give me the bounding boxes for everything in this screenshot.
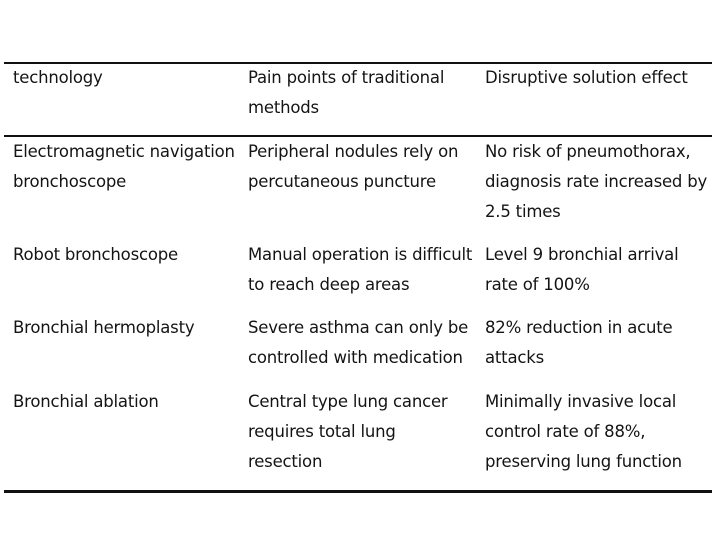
table-bottom-rule xyxy=(4,490,712,493)
header-pain-points: Pain points of traditional methods xyxy=(248,68,445,117)
row-technology-cell: Robot bronchoscope xyxy=(13,245,178,264)
row-technology-cell: Electromagnetic navigation bronchoscope xyxy=(13,142,235,191)
row-pain-points-cell: Manual operation is difficult to reach deep areas xyxy=(248,245,473,294)
row-effect-cell: No risk of pneumothorax, diagnosis rate increased by 2.5 times xyxy=(485,142,708,221)
row-effect-cell: Level 9 bronchial arrival rate of 100% xyxy=(485,245,679,294)
row-effect-cell: Minimally invasive local control rate of 88%, preserving lung function xyxy=(485,392,682,471)
header-solution-effect: Disruptive solution effect xyxy=(485,68,688,87)
row-pain-points-cell: Central type lung cancer requires total lung resection xyxy=(248,392,448,471)
row-pain-points-cell: Severe asthma can only be controlled with medication xyxy=(248,318,469,367)
row-technology-cell: Bronchial hermoplasty xyxy=(13,318,195,337)
header-technology: technology xyxy=(13,68,103,87)
row-pain-points-cell: Peripheral nodules rely on percutaneous puncture xyxy=(248,142,459,191)
row-technology-cell: Bronchial ablation xyxy=(13,392,159,411)
row-effect-cell: 82% reduction in acute attacks xyxy=(485,318,673,367)
